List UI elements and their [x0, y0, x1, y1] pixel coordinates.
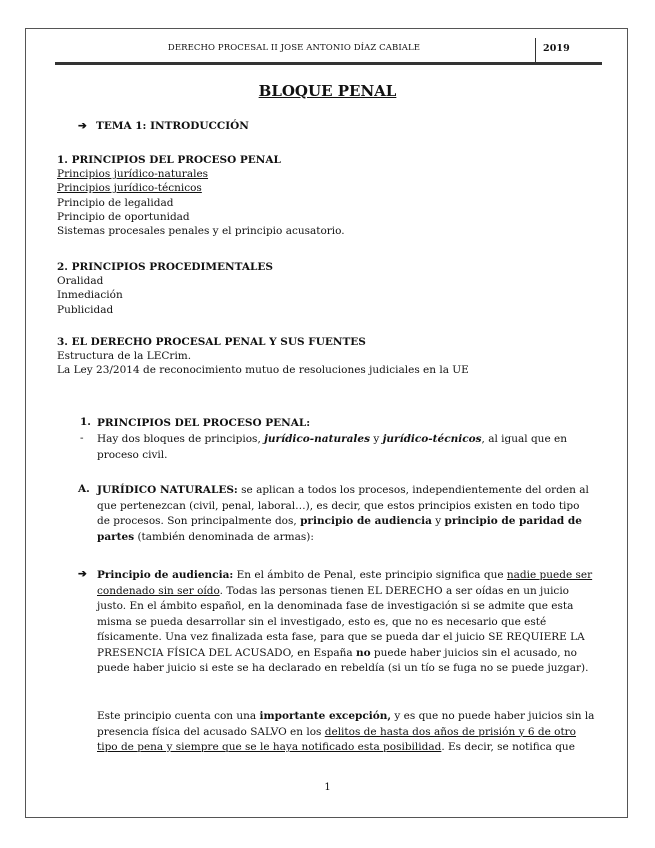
paragraph-juridico-naturales: JURÍDICO NATURALES: se aplican a todos los procesos, independientemente del orden al que pertenezcan (civil, penal, laboral…), es decir, que estos principios existen en todo tipo de procesos. Son principalmente dos, principio de audiencia y principio de paridad de partes (también denominada de armas):: [97, 484, 589, 543]
list-marker-a: A.: [78, 483, 90, 495]
document-title: BLOQUE PENAL: [258, 82, 397, 100]
page-header: [55, 40, 602, 65]
toc-item: Principios jurídico-técnicos: [57, 182, 202, 195]
toc-item: Oralidad: [57, 275, 104, 288]
paragraph-principio-audiencia: Principio de audiencia: En el ámbito de Penal, este principio significa que nadie puede ser condenado sin ser oído. Todas las personas tienen EL DERECHO a ser oídas en un juicio justo. En el ámbito español, en la denominada fase de investigación si se admite que esta misma se pueda desarrollar sin el investigado, esto es, que no es necesario que esté físicamente. Una vez finalizada esta fase, para que se pueda dar el juicio SE REQUIERE LA PRESENCIA FÍSICA DEL ACUSADO, en España no puede haber juicios sin el acusado, no puede haber juicio si este se ha declarado en rebeldía (si un tío se fuga no se puede juzgar).: [97, 569, 593, 674]
arrow-right-icon: ➔: [78, 568, 87, 580]
toc-heading-2: 2. PRINCIPIOS PROCEDIMENTALES: [57, 261, 273, 273]
tema-label: TEMA 1: INTRODUCCIÓN: [96, 120, 249, 132]
page-number: 1: [324, 782, 331, 793]
toc-section-1: [57, 153, 345, 238]
dash-marker: -: [80, 432, 84, 444]
toc-section-3: [57, 335, 469, 378]
section-number: 1.: [80, 416, 91, 428]
toc-item: Principios jurídico-naturales: [57, 168, 209, 181]
toc-section-2: [57, 260, 273, 317]
header-title: DERECHO PROCESAL II JOSE ANTONIO DÍAZ CABIALE: [167, 43, 421, 53]
toc-item: Principio de oportunidad: [57, 210, 190, 223]
paragraph-excepcion: Este principio cuenta con una importante excepción, y es que no puede haber juicios sin la presencia física del acusado SALVO en los delitos de hasta dos años de prisión y 6 de otro tipo de pena y siempre que se le haya notificado esta posibilidad. Es decir, se notifica que: [97, 710, 595, 753]
header-divider: [535, 38, 536, 62]
toc-item: Estructura de la LECrim.: [57, 350, 192, 363]
toc-heading-3: 3. EL DERECHO PROCESAL PENAL Y SUS FUENTES: [57, 336, 366, 348]
section-title: PRINCIPIOS DEL PROCESO PENAL:: [97, 417, 311, 429]
toc-item: Sistemas procesales penales y el principio acusatorio.: [57, 225, 345, 238]
toc-item: La Ley 23/2014 de reconocimiento mutuo de resoluciones judiciales en la UE: [57, 364, 469, 377]
toc-item: Inmediación: [57, 289, 123, 302]
header-year: 2019: [543, 43, 570, 54]
toc-heading-1: 1. PRINCIPIOS DEL PROCESO PENAL: [57, 154, 281, 166]
paragraph-bloques: Hay dos bloques de principios, jurídico-naturales y jurídico-técnicos, al igual que en proceso civil.: [97, 433, 567, 461]
toc-item: Publicidad: [57, 303, 114, 316]
tema-heading: [78, 120, 249, 132]
arrow-right-icon: ➔: [78, 120, 87, 132]
toc-item: Principio de legalidad: [57, 196, 174, 209]
